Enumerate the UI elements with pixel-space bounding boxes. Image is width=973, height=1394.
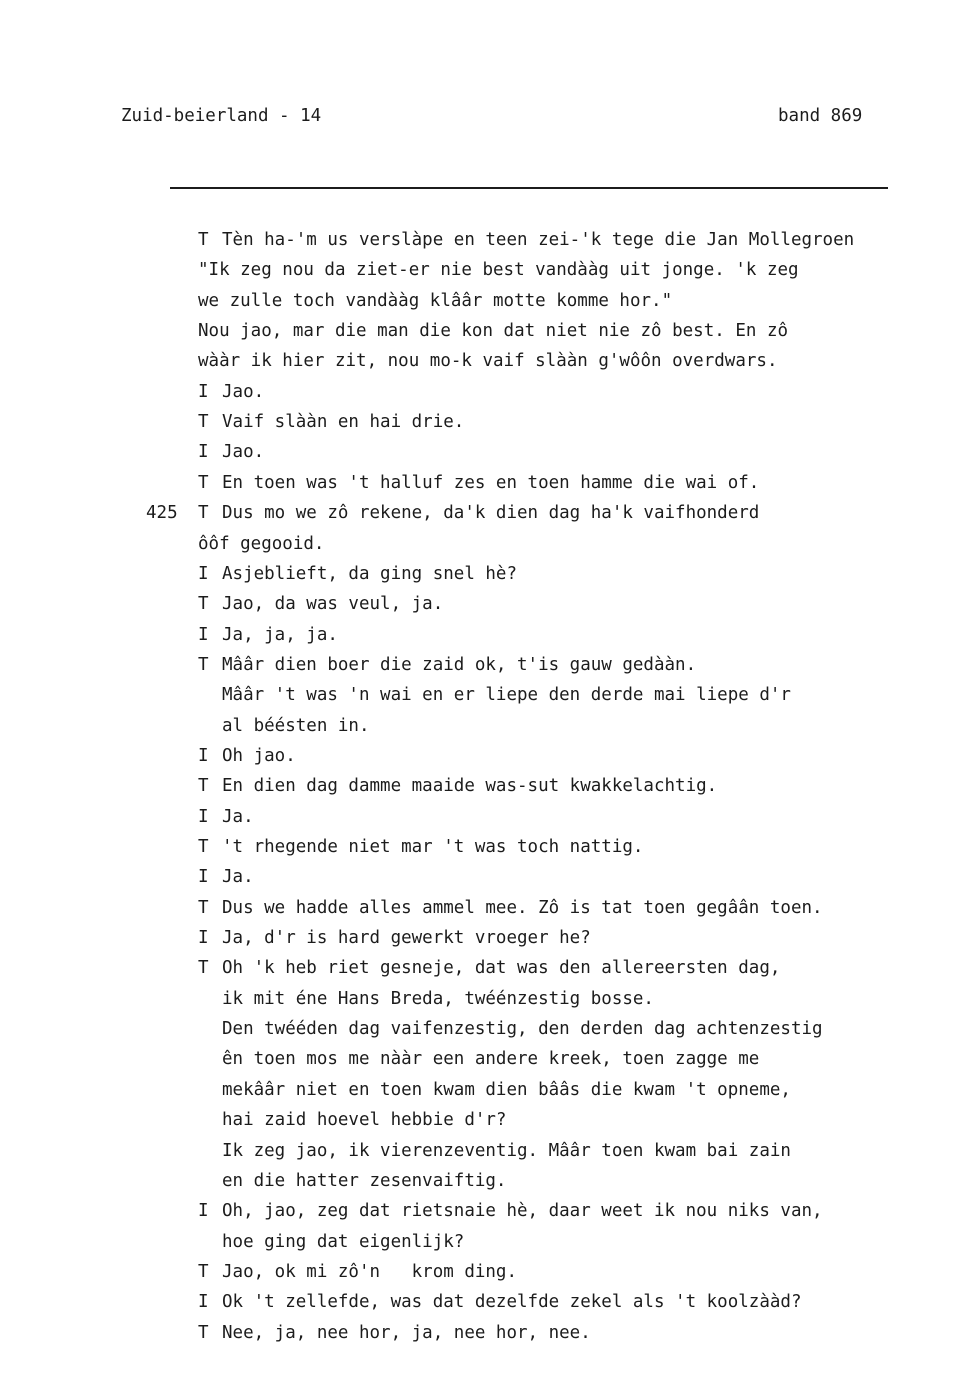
- transcript-line: En dien dag damme maaide was-sut kwakkelachtig.: [222, 776, 718, 797]
- speaker-label: T: [198, 958, 209, 979]
- speaker-label: T: [198, 1322, 209, 1343]
- speaker-label: I: [198, 745, 209, 766]
- transcript-line: ôôf gegooid.: [198, 533, 325, 554]
- transcript-line: "Ik zeg nou da ziet-er nie best vandààg uit jonge. 'k zeg: [198, 260, 799, 281]
- transcript-line: hai zaid hoevel hebbie d'r?: [222, 1110, 507, 1131]
- transcript-line: Asjeblieft, da ging snel hè?: [222, 563, 518, 584]
- transcript-line: ên toen mos me nààr een andere kreek, toen zagge me: [222, 1049, 760, 1070]
- transcript-line: Dus we hadde alles ammel mee. Zô is tat toen gegâân toen.: [222, 897, 823, 918]
- speaker-label: I: [198, 624, 209, 645]
- transcript-line: al béésten in.: [222, 715, 370, 736]
- transcript-line: Mââr dien boer die zaid ok, t'is gauw gedààn.: [222, 654, 697, 675]
- speaker-label: T: [198, 594, 209, 615]
- transcript-line: Dus mo we zô rekene, da'k dien dag ha'k vaifhonderd: [222, 503, 760, 524]
- line-number: 425: [146, 503, 178, 524]
- transcript-line: Ok 't zellefde, was dat dezelfde zekel als 't koolzààd?: [222, 1292, 802, 1313]
- transcript-line: mekââr niet en toen kwam dien bââs die kwam 't opneme,: [222, 1079, 791, 1100]
- header-divider: [170, 187, 888, 189]
- transcript-line: Jao, da was veul, ja.: [222, 594, 444, 615]
- speaker-label: T: [198, 503, 209, 524]
- speaker-label: T: [198, 472, 209, 493]
- transcript-line: Ik zeg jao, ik vierenzeventig. Mââr toen kwam bai zain: [222, 1140, 791, 1161]
- transcript-line: Vaif slààn en hai drie.: [222, 412, 465, 433]
- transcript-line: we zulle toch vandààg klââr motte komme hor.": [198, 290, 673, 311]
- speaker-label: I: [198, 806, 209, 827]
- speaker-label: T: [198, 230, 209, 250]
- transcript-line: Jao.: [222, 442, 265, 463]
- transcript-line: Nee, ja, nee hor, ja, nee hor, nee.: [222, 1322, 591, 1343]
- speaker-label: I: [198, 1201, 209, 1222]
- transcript-line: ik mit éne Hans Breda, twéénzestig bosse.: [222, 988, 654, 1009]
- transcript-line: Ja.: [222, 806, 254, 827]
- header-band-number: band 869: [778, 106, 863, 126]
- transcript-line: Oh 'k heb riet gesneje, dat was den allereersten dag,: [222, 958, 781, 979]
- transcript-line: Mââr 't was 'n wai en er liepe den derde mai liepe d'r: [222, 685, 791, 706]
- transcript-line: Jao.: [222, 381, 265, 402]
- speaker-label: T: [198, 776, 209, 797]
- header-title: Zuid-beierland - 14: [121, 106, 322, 126]
- transcript-line: en die hatter zesenvaiftig.: [222, 1170, 507, 1191]
- speaker-label: T: [198, 897, 209, 918]
- transcript-line: Ja.: [222, 867, 254, 888]
- transcript-line: En toen was 't halluf zes en toen hamme die wai of.: [222, 472, 760, 493]
- speaker-label: I: [198, 867, 209, 888]
- transcript-line: Ja, ja, ja.: [222, 624, 338, 645]
- speaker-label: I: [198, 381, 209, 402]
- transcript-line: wààr ik hier zit, nou mo-k vaif slààn g'wôôn overdwars.: [198, 351, 778, 372]
- speaker-label: I: [198, 563, 209, 584]
- speaker-label: I: [198, 1292, 209, 1313]
- speaker-label: I: [198, 442, 209, 463]
- transcript-line: Oh jao.: [222, 745, 296, 766]
- speaker-label: T: [198, 837, 209, 857]
- transcript-line: Tèn ha-'m us verslàpe en teen zei-'k tege die Jan Mollegroen: [222, 230, 855, 250]
- speaker-label: T: [198, 1261, 209, 1282]
- transcript-line: Nou jao, mar die man die kon dat niet nie zô best. En zô: [198, 321, 789, 342]
- speaker-label: T: [198, 412, 209, 433]
- speaker-label: T: [198, 654, 209, 675]
- transcript-line: Jao, ok mi zô'n krom ding.: [222, 1261, 518, 1282]
- transcript-line: 't rhegende niet mar 't was toch nattig.: [222, 837, 644, 857]
- transcript-line: Oh, jao, zeg dat rietsnaie hè, daar weet ik nou niks van,: [222, 1201, 823, 1222]
- transcript-line: Ja, d'r is hard gewerkt vroeger he?: [222, 928, 591, 949]
- transcript-line: Den twééden dag vaifenzestig, den derden dag achtenzestig: [222, 1019, 823, 1040]
- speaker-label: I: [198, 928, 209, 949]
- transcript-line: hoe ging dat eigenlijk?: [222, 1231, 465, 1252]
